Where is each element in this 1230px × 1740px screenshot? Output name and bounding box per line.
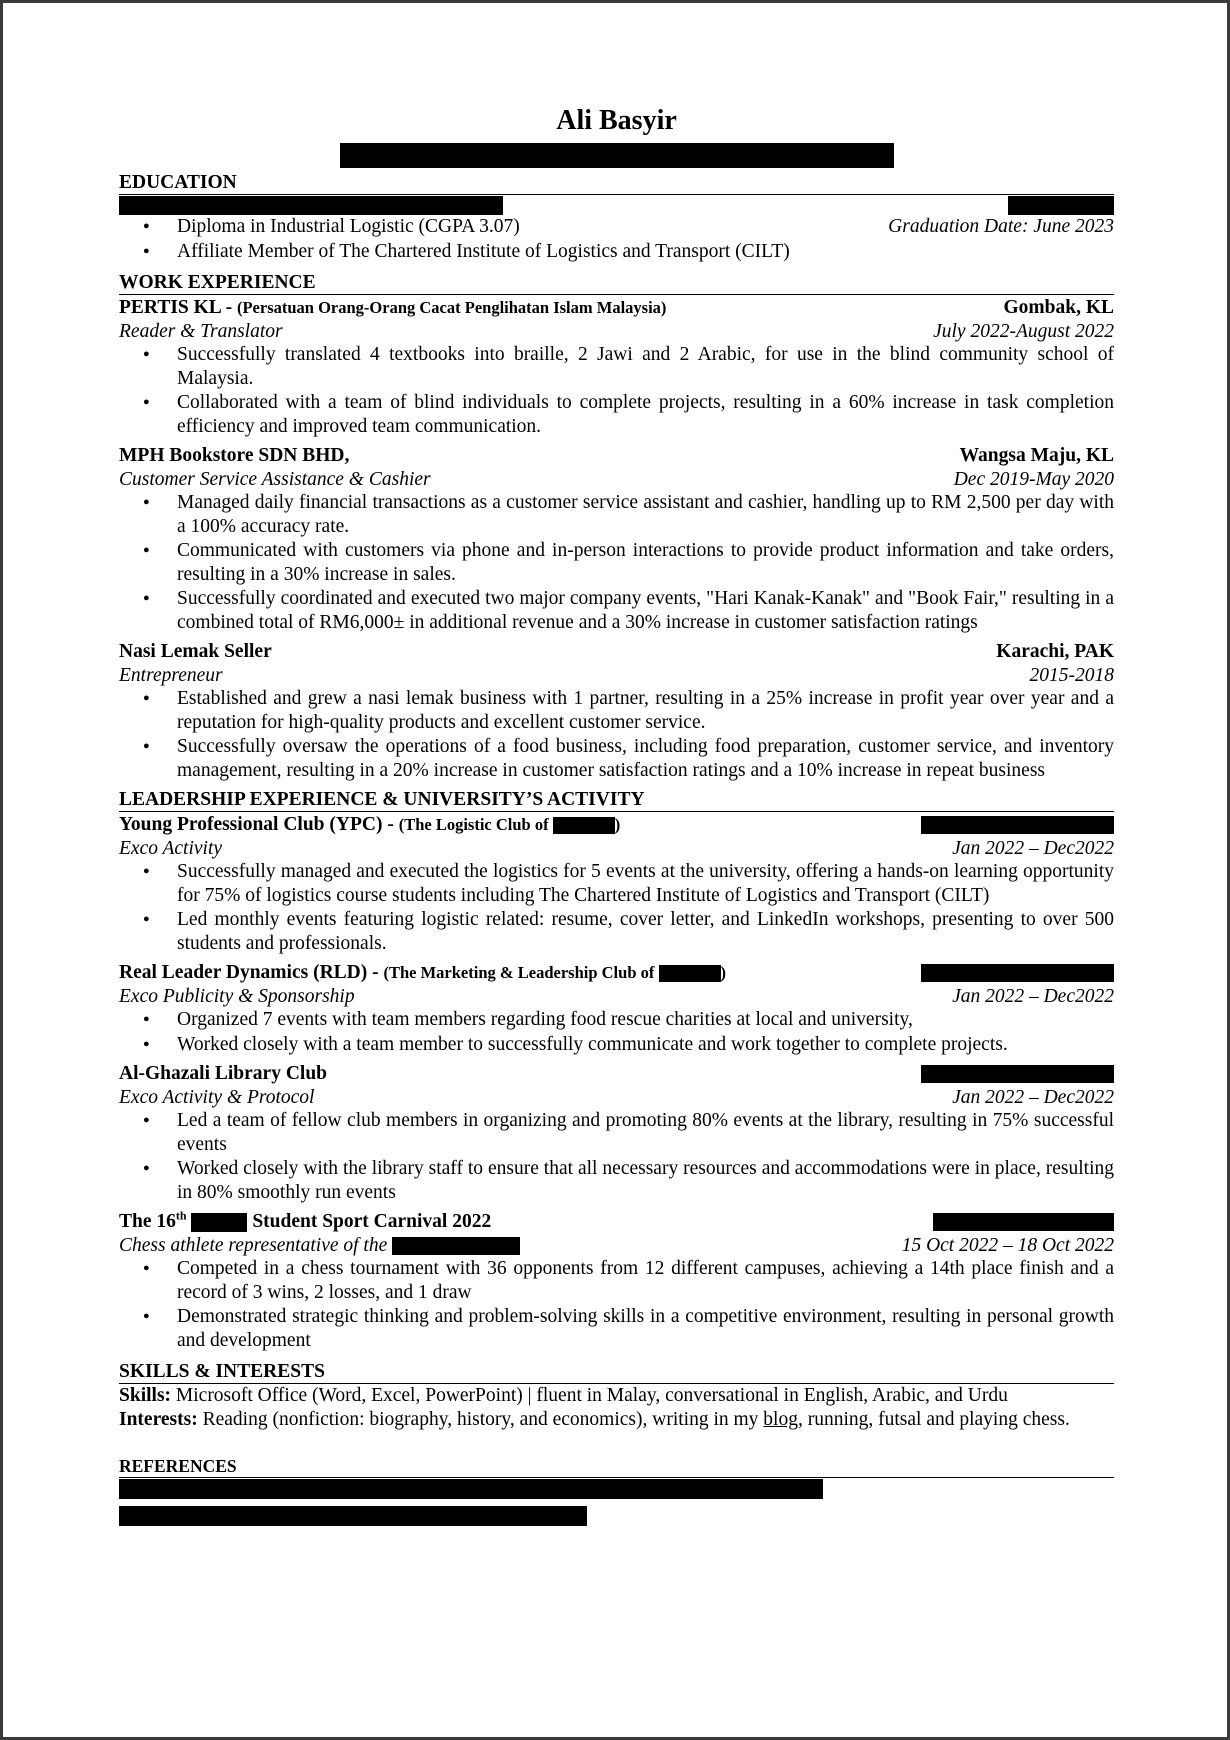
- work-org: [119, 296, 666, 320]
- org-name-prefix: The 16: [119, 1211, 176, 1232]
- org-full-name: (Persatuan Orang-Orang Cacat Penglihatan Islam Malaysia): [236, 298, 667, 317]
- leadership-entry-header: [119, 961, 1114, 985]
- section-heading-work-experience: WORK EXPERIENCE: [119, 272, 1114, 295]
- section-heading-skills: SKILLS & INTERESTS: [119, 1361, 1114, 1384]
- leadership-org: Al-Ghazali Library Club: [119, 1063, 328, 1084]
- work-org: Nasi Lemak Seller: [119, 641, 272, 662]
- leadership-role: Exco Activity: [119, 837, 223, 859]
- work-entry-pertis: [119, 296, 1114, 438]
- blog-link[interactable]: blog: [763, 1408, 798, 1430]
- leadership-role: Chess athlete representative of the: [119, 1234, 388, 1256]
- work-bullets: [119, 343, 1114, 438]
- work-location: Wangsa Maju, KL: [959, 445, 1114, 466]
- work-org: MPH Bookstore SDN BHD,: [119, 445, 350, 466]
- leadership-entry-sport-carnival: [119, 1210, 1114, 1352]
- leadership-bullets: [119, 1008, 1114, 1056]
- skills-label: Skills:: [119, 1385, 172, 1406]
- list-item: ● Demonstrated strategic thinking and problem-solving skills in a competitive environment, resulting in personal growth and development: [177, 1305, 1114, 1352]
- list-item: ● Worked closely with the library staff to ensure that all necessary resources and accommodations were in place, resulting in 80% smoothly run events: [177, 1157, 1114, 1204]
- list-item: ● Managed daily financial transactions as a customer service assistant and cashier, handling up to RM 2,500 per day with a 100% accuracy rate.: [177, 491, 1114, 538]
- interests-text: Reading (nonfiction: biography, history, and economics), writing in my: [197, 1408, 764, 1430]
- leadership-entry-ypc: [119, 813, 1114, 955]
- list-item: ● Collaborated with a team of blind individuals to complete projects, resulting in a 60% increase in task completion efficiency and improved team communication.: [177, 391, 1114, 438]
- interests-text-end: , running, futsal and playing chess.: [797, 1408, 1070, 1430]
- section-heading-leadership: LEADERSHIP EXPERIENCE & UNIVERSITY’S ACTIVITY: [119, 789, 1114, 812]
- leadership-dates: Jan 2022 – Dec2022: [952, 837, 1114, 859]
- leadership-entry-role-row: [119, 1234, 1114, 1258]
- work-role: Reader & Translator: [119, 320, 283, 342]
- org-close-paren: ): [720, 963, 726, 982]
- redacted-university: [191, 1213, 247, 1232]
- work-location: Gombak, KL: [1003, 297, 1114, 318]
- leadership-entry-header: [119, 813, 1114, 837]
- work-entry-mph: [119, 444, 1114, 634]
- redacted-university: [392, 1237, 520, 1255]
- leadership-bullets: [119, 1109, 1114, 1204]
- list-item: ● Worked closely with a team member to successfully communicate and work together to complete projects.: [177, 1033, 1114, 1057]
- leadership-role: Exco Publicity & Sponsorship: [119, 985, 355, 1007]
- org-name: Young Professional Club (YPC) -: [119, 814, 399, 835]
- list-item: ● Diploma in Industrial Logistic (CGPA 3.07): [177, 215, 1114, 239]
- org-close-paren: ): [614, 815, 621, 834]
- leadership-entry-header: [119, 1062, 1114, 1086]
- org-name: PERTIS KL -: [119, 297, 237, 318]
- work-entry-role-row: [119, 664, 1114, 688]
- leadership-bullets: [119, 860, 1114, 955]
- redacted-institution: [119, 196, 503, 215]
- redacted-location: [933, 1213, 1114, 1231]
- work-role: Customer Service Assistance & Cashier: [119, 468, 431, 490]
- leadership-entry-role-row: [119, 837, 1114, 861]
- skills-line: [119, 1384, 1114, 1408]
- leadership-entry-role-row: [119, 1086, 1114, 1110]
- work-role: Entrepreneur: [119, 664, 223, 686]
- work-entry-role-row: [119, 468, 1114, 492]
- redacted-university: [553, 817, 615, 834]
- work-entry-header: [119, 444, 1114, 468]
- redacted-reference-1: [119, 1479, 823, 1499]
- org-name: Real Leader Dynamics (RLD) -: [119, 962, 384, 983]
- redacted-location: [1008, 196, 1114, 215]
- org-full-name: (The Marketing & Leadership Club of: [383, 963, 659, 982]
- work-bullets: [119, 687, 1114, 782]
- leadership-role: Exco Activity & Protocol: [119, 1086, 315, 1108]
- list-item: ● Led monthly events featuring logistic related: resume, cover letter, and LinkedIn workshops, presenting to over 500 students and professionals.: [177, 908, 1114, 955]
- section-heading-education: EDUCATION: [119, 172, 1114, 195]
- list-item: ● Successfully coordinated and executed two major company events, "Hari Kanak-Kanak" and "Book Fair," resulting in a combined total of RM6,000± in additional revenue and a 30% increase in customer satisfaction ratings: [177, 587, 1114, 634]
- interests-label: Interests:: [119, 1408, 198, 1430]
- work-entry-header: [119, 296, 1114, 320]
- leadership-entry-role-row: [119, 985, 1114, 1009]
- leadership-org: [119, 1210, 491, 1234]
- work-entry-header: [119, 640, 1114, 664]
- redacted-location: [921, 1065, 1114, 1083]
- list-item: ● Successfully translated 4 textbooks into braille, 2 Jawi and 2 Arabic, for use in the blind community school of Malaysia.: [177, 343, 1114, 390]
- leadership-dates: 15 Oct 2022 – 18 Oct 2022: [901, 1234, 1114, 1256]
- list-item: ● Competed in a chess tournament with 36 opponents from 12 different campuses, achieving a 14th place finish and a record of 3 wins, 2 losses, and 1 draw: [177, 1257, 1114, 1304]
- work-entry-role-row: [119, 320, 1114, 344]
- candidate-name: Ali Basyir: [556, 105, 677, 136]
- section-heading-references: REFERENCES: [119, 1455, 1114, 1478]
- list-item: ● Communicated with customers via phone and in-person interactions to provide product information and take orders, resulting in a 30% increase in sales.: [177, 539, 1114, 586]
- leadership-entry-header: [119, 1210, 1114, 1234]
- redacted-location: [921, 816, 1114, 834]
- list-item: ● Organized 7 events with team members regarding food rescue charities at local and university,: [177, 1008, 1114, 1032]
- education-institution-row: [119, 195, 1114, 215]
- education-details: [119, 215, 1114, 263]
- work-bullets: [119, 491, 1114, 634]
- work-dates: July 2022-August 2022: [933, 320, 1114, 342]
- redacted-location: [921, 964, 1114, 982]
- redacted-contact-info: [340, 143, 894, 168]
- leadership-org: [119, 961, 726, 985]
- work-dates: 2015-2018: [1029, 664, 1114, 686]
- graduation-date: Graduation Date: June 2023: [888, 216, 1114, 237]
- leadership-dates: Jan 2022 – Dec2022: [952, 985, 1114, 1007]
- interests-line: [119, 1408, 1114, 1432]
- resume-content: [119, 103, 1114, 1526]
- list-item: ● Established and grew a nasi lemak business with 1 partner, resulting in a 25% increase in profit year over year and a reputation for high-quality products and excellent customer service.: [177, 687, 1114, 734]
- leadership-role-wrap: [119, 1234, 520, 1258]
- list-item: ● Successfully managed and executed the logistics for 5 events at the university, offering a hands-on learning opportunity for 75% of logistics course students including The Chartered Institute of Logistics and Transport (CILT): [177, 860, 1114, 907]
- leadership-dates: Jan 2022 – Dec2022: [952, 1086, 1114, 1108]
- leadership-bullets: [119, 1257, 1114, 1352]
- redacted-university: [659, 965, 721, 982]
- ordinal-suffix: th: [175, 1208, 187, 1223]
- list-item: ● Successfully oversaw the operations of a food business, including food preparation, customer service, and inventory management, resulting in a 20% increase in customer satisfaction ratings and a 10% increase in repeat business: [177, 735, 1114, 782]
- list-item: ● Affiliate Member of The Chartered Institute of Logistics and Transport (CILT): [177, 240, 1114, 264]
- leadership-entry-al-ghazali: [119, 1062, 1114, 1204]
- redacted-reference-2: [119, 1506, 587, 1526]
- leadership-org: [119, 813, 620, 837]
- skills-text: Microsoft Office (Word, Excel, PowerPoint) | fluent in Malay, conversational in English, Arabic, and Urdu: [171, 1385, 1008, 1406]
- org-full-name: (The Logistic Club of: [398, 815, 553, 834]
- work-entry-nasi-lemak: [119, 640, 1114, 782]
- list-item: ● Led a team of fellow club members in organizing and promoting 80% events at the library, resulting in 75% successful events: [177, 1109, 1114, 1156]
- work-location: Karachi, PAK: [996, 641, 1114, 662]
- leadership-entry-rld: [119, 961, 1114, 1056]
- work-dates: Dec 2019-May 2020: [953, 468, 1114, 490]
- org-name-suffix: Student Sport Carnival 2022: [247, 1211, 492, 1232]
